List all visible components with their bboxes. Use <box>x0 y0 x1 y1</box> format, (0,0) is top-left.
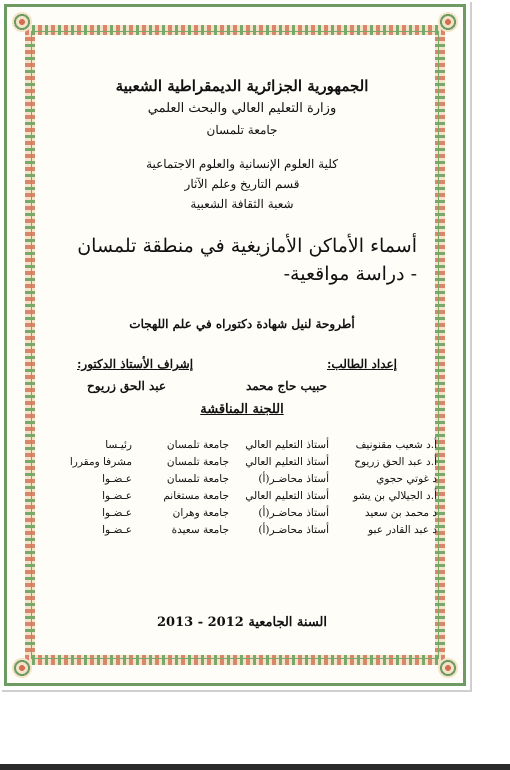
corner-ornament-icon <box>11 11 33 33</box>
department-name: قسم التاريخ وعلم الآثار <box>184 177 300 191</box>
member-rank: أستاذ التعليم العالي <box>245 490 329 502</box>
member-rank: أستاذ محاضـر(أ) <box>258 473 329 485</box>
member-rank: أستاذ محاضـر(أ) <box>258 524 329 536</box>
committee-row <box>47 473 437 490</box>
section-name: شعبة الثقافة الشعبية <box>190 197 294 211</box>
member-rank: أستاذ التعليم العالي <box>245 456 329 468</box>
member-name: أ.د عبد الحق زريوح <box>354 456 437 468</box>
member-name: د محمد بن سعيد <box>364 507 437 519</box>
thesis-title-line1: أسماء الأماكن الأمازيغية في منطقة تلمسان <box>77 235 417 257</box>
thesis-statement: أطروحة لنيل شهادة دكتوراه في علم اللهجات <box>129 317 355 331</box>
thesis-title <box>47 232 417 288</box>
student-name: حبيب حاج محمد <box>245 379 327 393</box>
member-rank: أستاذ التعليم العالي <box>245 439 329 451</box>
corner-ornament-icon <box>437 657 459 679</box>
faculty-name: كلية العلوم الإنسانية والعلوم الاجتماعية <box>146 157 338 171</box>
document-page <box>4 4 466 686</box>
member-university: جامعة تلمسان <box>166 439 229 451</box>
member-university: جامعة سعيدة <box>171 524 229 536</box>
member-name: أ.د الجيلالي بن يشو <box>353 490 437 502</box>
student-label: إعداد الطالب: <box>326 357 397 371</box>
member-role: عـضـوا <box>102 490 132 502</box>
member-university: جامعة تلمسان <box>166 456 229 468</box>
thesis-title-line2: - دراسة مواقعية- <box>283 263 417 285</box>
member-university: جامعة مستغانم <box>163 490 229 502</box>
corner-ornament-icon <box>11 657 33 679</box>
member-name: أ.د شعيب مقنونيف <box>355 439 437 451</box>
member-name: د غوتي حجوي <box>376 473 437 485</box>
member-name: د عبد القادر عبو <box>368 524 437 536</box>
committee-table <box>47 439 437 541</box>
supervisor-name: عبد الحق زريوح <box>87 379 167 393</box>
corner-ornament-icon <box>437 11 459 33</box>
committee-row <box>47 490 437 507</box>
viewer-bottom-bar <box>0 764 510 770</box>
university-name: جامعة تلمسان <box>206 123 278 137</box>
member-role: رئيـسا <box>105 439 132 451</box>
title-page-content <box>47 67 437 637</box>
committee-title: اللجنة المناقشة <box>200 402 284 417</box>
academic-year: السنة الجامعية 2012 - 2013 <box>157 615 327 630</box>
member-role: مشرفا ومقررا <box>69 456 132 468</box>
member-university: جامعة وهران <box>172 507 229 519</box>
member-rank: أستاذ محاضـر(أ) <box>258 507 329 519</box>
member-university: جامعة تلمسان <box>166 473 229 485</box>
ministry-name: وزارة التعليم العالي والبحث العلمي <box>147 101 337 116</box>
republic-name: الجمهورية الجزائرية الديمقراطية الشعبية <box>115 77 369 95</box>
committee-row <box>47 456 437 473</box>
member-role: عـضـوا <box>102 524 132 536</box>
committee-row <box>47 507 437 524</box>
committee-row <box>47 439 437 456</box>
committee-row <box>47 524 437 541</box>
member-role: عـضـوا <box>102 473 132 485</box>
supervisor-label: إشراف الأستاذ الدكتور: <box>77 357 194 371</box>
member-role: عـضـوا <box>102 507 132 519</box>
